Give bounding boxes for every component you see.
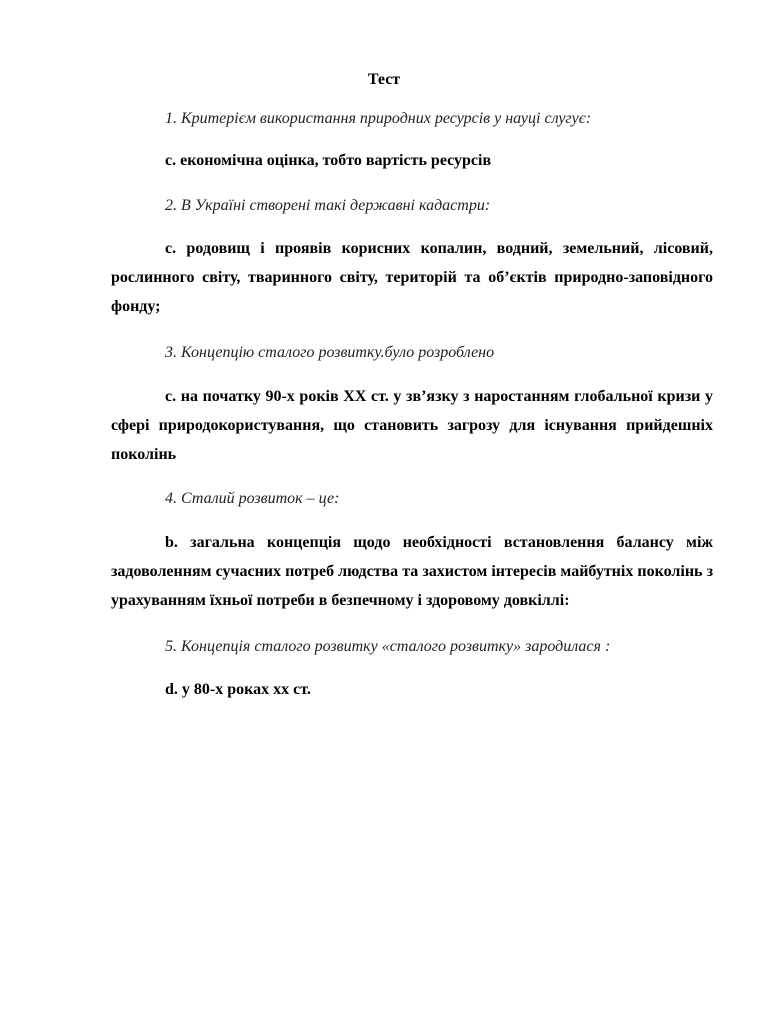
answer-4: b. загальна концепція щодо необхідності встановлення балансу між задоволенням сучасних потреб людства та захистом інтересів майбутніх поколінь з урахуванням їхньої потреби в безпечному і здоровому довкіллі: (111, 534, 713, 609)
question-4: 4. Сталий розвиток – це: (165, 490, 340, 507)
answer-1: с. економічна оцінка, тобто вартість ресурсів (165, 152, 492, 169)
question-2: 2. В Україні створені такі державні кадастри: (165, 197, 491, 214)
answer-5: d. у 80-х роках хх ст. (165, 681, 311, 698)
question-5: 5. Концепція сталого розвитку «сталого розвитку» зародилася : (165, 638, 611, 655)
question-1: 1. Критерієм використання природних ресурсів у науці слугує: (165, 110, 592, 127)
document-title: Тест (367, 71, 401, 88)
answer-2: с. родовищ і проявів корисних копалин, водний, земельний, лісовий, рослинного світу, тваринного світу, територій та об’єктів природно-заповідного фонду; (111, 240, 713, 315)
answer-3: с. на початку 90-х років XX ст. у зв’язку з наростанням глобальної кризи у сфері природокористування, що становить загрозу для існування прийдешніх поколінь (111, 388, 713, 463)
question-3: 3. Концепцію сталого розвитку.було розроблено (165, 344, 495, 361)
